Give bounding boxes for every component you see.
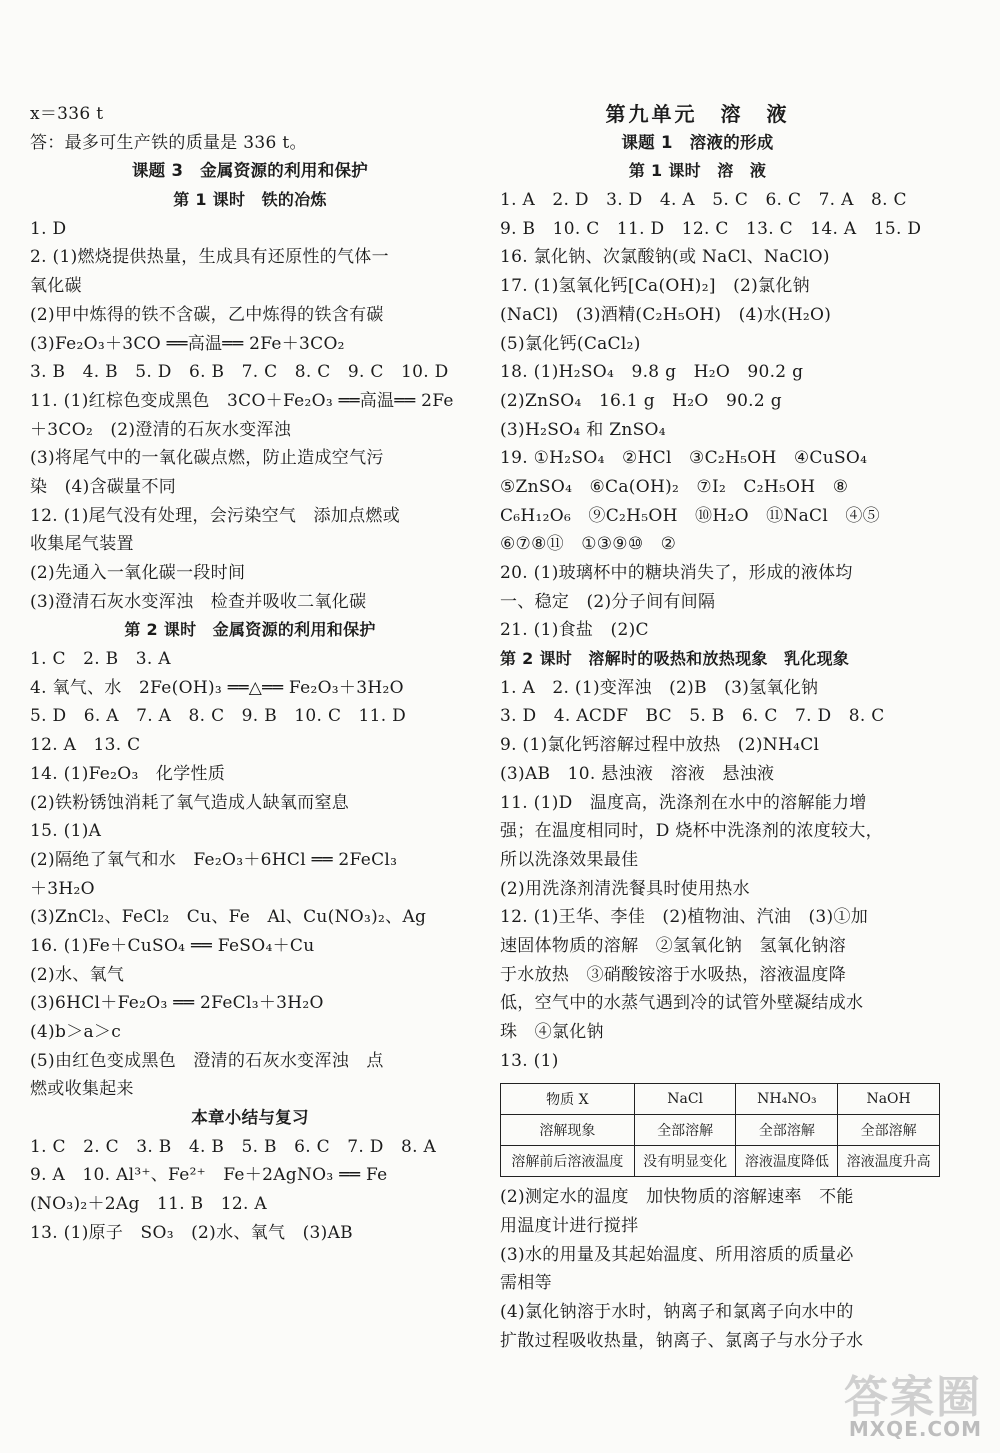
answer-line: (3)ZnCl₂、FeCl₂ Cu、Fe Al、Cu(NO₃)₂、Ag <box>30 907 427 928</box>
answer-line: 12. A 13. C <box>30 735 141 756</box>
answer-line: 低，空气中的水蒸气遇到冷的试管外壁凝结成水 <box>500 993 864 1014</box>
answer-line: (3)水的用量及其起始温度、所用溶质的质量必 <box>500 1244 854 1265</box>
table-cell: 溶解现象 <box>501 1115 635 1146</box>
answer-line: (3)澄清石灰水变浑浊 检查并吸收二氧化碳 <box>30 591 367 612</box>
table-row <box>501 1146 940 1177</box>
answer-line: (5)氯化钙(CaCl₂) <box>500 333 641 354</box>
answer-line: 16. (1)Fe＋CuSO₄ ══ FeSO₄＋Cu <box>30 935 315 956</box>
answer-line: 18. (1)H₂SO₄ 9.8 g H₂O 90.2 g <box>500 362 804 383</box>
answer-line: ⑥⑦⑧⑪ ①③⑨⑩ ② <box>500 534 677 555</box>
section-heading: 第 1 课时 铁的冶炼 <box>173 190 327 210</box>
answer-line: (NO₃)₂＋2Ag 11. B 12. A <box>30 1194 267 1215</box>
answer-line: 11. (1)D 温度高，洗涤剂在水中的溶解能力增 <box>500 792 867 813</box>
answer-line: 一、稳定 (2)分子间有间隔 <box>500 591 716 612</box>
answer-line: 需相等 <box>500 1273 552 1294</box>
answer-line: (2)先通入一氧化碳一段时间 <box>30 563 246 583</box>
answer-line: 19. ①H₂SO₄ ②HCl ③C₂H₅OH ④CuSO₄ <box>500 448 868 469</box>
right-column-top <box>500 100 922 1075</box>
table-cell: 没有明显变化 <box>634 1146 736 1177</box>
watermark-site-text: MXQE.COM <box>848 1417 982 1441</box>
answer-line: 于水放热 ③硝酸铵溶于水吸热，溶液温度降 <box>500 964 846 985</box>
answer-line: 1. A 2. (1)变浑浊 (2)B (3)氢氧化钠 <box>500 677 819 698</box>
section-heading: 第九单元 溶 液 <box>605 102 790 126</box>
answer-line: ＋3CO₂ (2)澄清的石灰水变浑浊 <box>30 419 292 440</box>
answer-line: (3)H₂SO₄ 和 ZnSO₄ <box>500 419 666 440</box>
answer-line: (2)测定水的温度 加快物质的溶解速率 不能 <box>500 1187 854 1208</box>
answer-line: (NaCl) (3)酒精(C₂H₅OH) (4)水(H₂O) <box>500 304 832 325</box>
answer-line: (2)甲中炼得的铁不含碳，乙中炼得的铁含有碳 <box>30 304 384 325</box>
answer-line: 12. (1)王华、李佳 (2)植物油、汽油 (3)①加 <box>500 907 869 928</box>
answer-line: 11. (1)红棕色变成黑色 3CO＋Fe₂O₃ ══高温══ 2Fe <box>30 390 454 411</box>
answer-line: 16. 氯化钠、次氯酸钠(或 NaCl、NaClO) <box>500 247 830 268</box>
answer-line: (3)将尾气中的一氧化碳点燃，防止造成空气污 <box>30 448 384 469</box>
answer-line: ＋3H₂O <box>30 878 95 899</box>
table-cell: 全部溶解 <box>838 1115 940 1146</box>
answer-line: 1. A 2. D 3. D 4. A 5. C 6. C 7. A 8. C <box>500 190 907 211</box>
answer-line: 氧化碳 <box>30 276 82 297</box>
answer-line: 答：最多可生产铁的质量是 336 t。 <box>30 132 307 153</box>
answer-line: (4)氯化钠溶于水时，钠离子和氯离子向水中的 <box>500 1302 854 1323</box>
answer-line: 15. (1)A <box>30 821 102 842</box>
answer-line: 1. C 2. C 3. B 4. B 5. B 6. C 7. D 8. A <box>30 1136 437 1157</box>
answer-line: 9. (1)氯化钙溶解过程中放热 (2)NH₄Cl <box>500 735 820 756</box>
answer-line: (4)b＞a＞c <box>30 1022 122 1042</box>
answer-line: 20. (1)玻璃杯中的糖块消失了，形成的液体均 <box>500 563 853 583</box>
answer-line: 4. 氧气、水 2Fe(OH)₃ ══△══ Fe₂O₃＋3H₂O <box>30 677 404 698</box>
answer-line: C₆H₁₂O₆ ⑨C₂H₅OH ⑩H₂O ⑪NaCl ④⑤ <box>500 505 880 526</box>
table-cell: 溶解前后溶液温度 <box>501 1146 635 1177</box>
table-cell: NaCl <box>634 1084 736 1115</box>
section-heading: 第 2 课时 金属资源的利用和保护 <box>124 620 376 640</box>
table-row <box>501 1115 940 1146</box>
section-heading: 第 1 课时 溶 液 <box>628 161 767 181</box>
answer-line: 收集尾气装置 <box>30 534 134 555</box>
table-cell: 全部溶解 <box>736 1115 838 1146</box>
answer-line: 1. D <box>30 218 67 239</box>
q13-table <box>500 1083 940 1177</box>
answer-line: (3)6HCl＋Fe₂O₃ ══ 2FeCl₃＋3H₂O <box>30 993 324 1014</box>
table-row <box>501 1084 940 1115</box>
answer-line: (5)由红色变成黑色 澄清的石灰水变浑浊 点 <box>30 1050 384 1071</box>
section-heading: 本章小结与复习 <box>191 1108 309 1128</box>
answer-line: 13. (1) <box>500 1050 559 1071</box>
answer-line: 2. (1)燃烧提供热量，生成具有还原性的气体一 <box>30 247 389 268</box>
section-heading: 课题 1 溶液的形成 <box>621 132 774 152</box>
section-heading: 第 2 课时 溶解时的吸热和放热现象 乳化现象 <box>500 649 850 669</box>
answer-line: (2)用洗涤剂清洗餐具时使用热水 <box>500 878 750 899</box>
answer-line: (2)ZnSO₄ 16.1 g H₂O 90.2 g <box>500 390 782 411</box>
right-column-bottom <box>500 1183 895 1355</box>
answer-line: (2)水、氧气 <box>30 964 125 985</box>
watermark-logo <box>792 1361 982 1441</box>
answer-line: 扩散过程吸收热量，钠离子、氯离子与水分子水 <box>500 1330 864 1351</box>
table-cell: 溶液温度降低 <box>736 1146 838 1177</box>
table-cell: 全部溶解 <box>634 1115 736 1146</box>
answer-line: 12. (1)尾气没有处理，会污染空气 添加点燃或 <box>30 505 401 526</box>
answer-line: 9. B 10. C 11. D 12. C 13. C 14. A 15. D <box>500 218 922 239</box>
answer-line: ⑤ZnSO₄ ⑥Ca(OH)₂ ⑦I₂ C₂H₅OH ⑧ <box>500 476 849 497</box>
answer-line: (3)Fe₂O₃＋3CO ══高温══ 2Fe＋3CO₂ <box>30 333 345 354</box>
answer-line: 14. (1)Fe₂O₃ 化学性质 <box>30 763 226 784</box>
answer-line: 染 (4)含碳量不同 <box>30 476 177 497</box>
answer-line: 珠 ④氯化钠 <box>500 1022 604 1042</box>
answer-line: (2)隔绝了氧气和水 Fe₂O₃＋6HCl ══ 2FeCl₃ <box>30 849 398 870</box>
answer-line: 强；在温度相同时，D 烧杯中洗涤剂的浓度较大， <box>500 821 883 842</box>
answer-line: 用温度计进行搅拌 <box>500 1216 639 1237</box>
answer-line: 17. (1)氢氧化钙[Ca(OH)₂] (2)氯化钠 <box>500 276 810 297</box>
answer-line: 21. (1)食盐 (2)C <box>500 620 649 641</box>
table-cell: 溶液温度升高 <box>838 1146 940 1177</box>
answer-line: 所以洗涤效果最佳 <box>500 849 639 870</box>
answer-line: 3. D 4. ACDF BC 5. B 6. C 7. D 8. C <box>500 706 885 727</box>
answer-line: 1. C 2. B 3. A <box>30 649 171 670</box>
answer-line: 5. D 6. A 7. A 8. C 9. B 10. C 11. D <box>30 706 407 727</box>
section-heading: 课题 3 金属资源的利用和保护 <box>131 161 369 181</box>
answer-line: 3. B 4. B 5. D 6. B 7. C 8. C 9. C 10. D <box>30 362 449 383</box>
watermark-big-text: 答案圈 <box>844 1372 982 1423</box>
answer-line: 燃或收集起来 <box>30 1079 134 1100</box>
answer-line: x＝336 t <box>30 104 104 124</box>
table-cell: NH₄NO₃ <box>736 1084 838 1115</box>
right-column <box>500 100 931 1356</box>
answer-line: 9. A 10. Al³⁺、Fe²⁺ Fe＋2AgNO₃ ══ Fe <box>30 1165 388 1186</box>
answer-line: (3)AB 10. 悬浊液 溶液 悬浊液 <box>500 763 775 784</box>
table-cell: NaOH <box>838 1084 940 1115</box>
table-cell: 物质 X <box>501 1084 635 1115</box>
answer-line: (2)铁粉锈蚀消耗了氧气造成人缺氧而窒息 <box>30 792 350 813</box>
answer-line: 速固体物质的溶解 ②氢氧化钠 氢氧化钠溶 <box>500 935 846 956</box>
answer-line: 13. (1)原子 SO₃ (2)水、氧气 (3)AB <box>30 1222 353 1243</box>
left-column <box>30 100 470 1248</box>
